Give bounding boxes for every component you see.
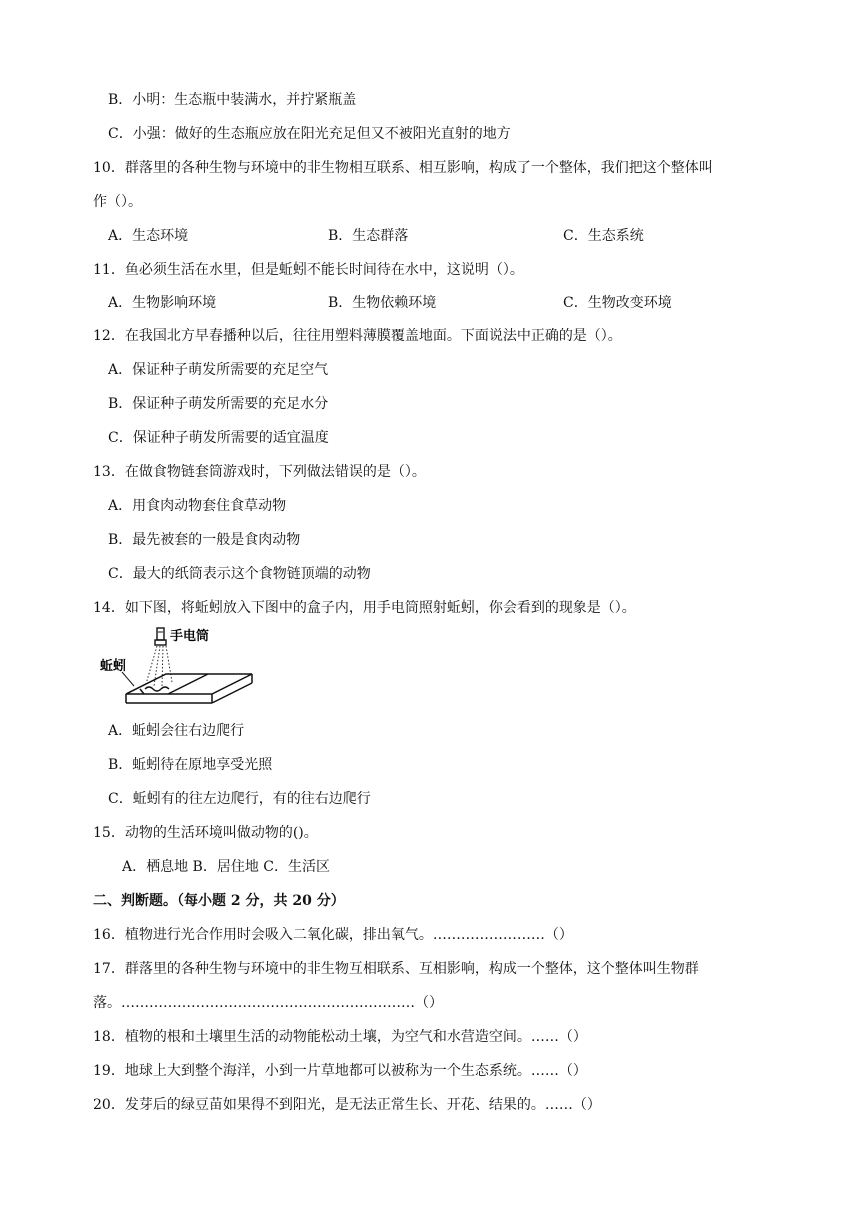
q9-option-c: C．小强：做好的生态瓶应放在阳光充足但又不被阳光直射的地方 [108, 126, 511, 142]
earthworm-label: 蚯蚓 [100, 659, 127, 674]
q10-option-b: B．生态群落 [328, 228, 409, 244]
q12-option-b: B．保证种子萌发所需要的充足水分 [108, 396, 329, 412]
question-19: 19．地球上大到整个海洋，小到一片草地都可以被称为一个生态系统。……（） [93, 1063, 587, 1079]
flashlight-icon [155, 628, 166, 645]
q10-option-a: A．生态环境 [108, 228, 189, 244]
q12-option-a: A．保证种子萌发所需要的充足空气 [108, 362, 329, 378]
earthworm-leader-line [122, 672, 134, 686]
question-14: 14．如下图，将蚯蚓放入下图中的盒子内，用手电筒照射蚯蚓，你会看到的现象是（）。 [93, 600, 636, 616]
q12-option-c: C．保证种子萌发所需要的适宜温度 [108, 430, 329, 446]
question-17: 17．群落里的各种生物与环境中的非生物互相联系、互相影响，构成一个整体，这个整体叫生物群 [93, 961, 699, 977]
q14-option-b: B．蚯蚓待在原地享受光照 [108, 757, 273, 773]
q14-option-c: C．蚯蚓有的往左边爬行，有的往右边爬行 [108, 791, 371, 807]
q10-option-c: C．生态系统 [563, 228, 644, 244]
q13-option-c: C．最大的纸筒表示这个食物链顶端的动物 [108, 566, 371, 582]
question-16: 16．植物进行光合作用时会吸入二氧化碳，排出氧气。……………………（） [93, 927, 573, 943]
q11-option-a: A．生物影响环境 [108, 295, 217, 311]
question-18: 18．植物的根和土壤里生活的动物能松动土壤，为空气和水营造空间。……（） [93, 1029, 587, 1045]
section-2-heading: 二、判断题。（每小题 2 分，共 20 分） [93, 893, 345, 909]
q11-option-c: C．生物改变环境 [563, 295, 672, 311]
flashlight-label: 手电筒 [170, 629, 210, 644]
q11-option-b: B．生物依赖环境 [328, 295, 437, 311]
question-13: 13．在做食物链套筒游戏时，下列做法错误的是（）。 [93, 464, 426, 480]
q9-option-b: B．小明：生态瓶中装满水，并拧紧瓶盖 [108, 92, 357, 108]
question-11: 11．鱼必须生活在水里，但是蚯蚓不能长时间待在水中，这说明（）。 [93, 262, 524, 278]
q15-options: A．栖息地 B．居住地 C．生活区 [122, 859, 331, 875]
question-15: 15．动物的生活环境叫做动物的()。 [93, 825, 318, 841]
question-12: 12．在我国北方早春播种以后，往往用塑料薄膜覆盖地面。下面说法中正确的是（）。 [93, 328, 622, 344]
earthworm-icon [145, 687, 169, 691]
question-20: 20．发芽后的绿豆苗如果得不到阳光，是无法正常生长、开花、结果的。……（） [93, 1097, 601, 1113]
question-17-continued: 落。………………………………………………………（） [93, 995, 443, 1011]
q13-option-b: B．最先被套的一般是食肉动物 [108, 532, 301, 548]
q13-option-a: A．用食肉动物套住食草动物 [108, 498, 287, 514]
question-10-continued: 作（）。 [93, 194, 142, 210]
earthworm-box-figure [100, 626, 260, 716]
light-beam [146, 646, 172, 686]
q14-option-a: A．蚯蚓会往右边爬行 [108, 723, 245, 739]
question-10: 10．群落里的各种生物与环境中的非生物相互联系、相互影响，构成了一个整体，我们把这个整体叫 [93, 160, 713, 176]
